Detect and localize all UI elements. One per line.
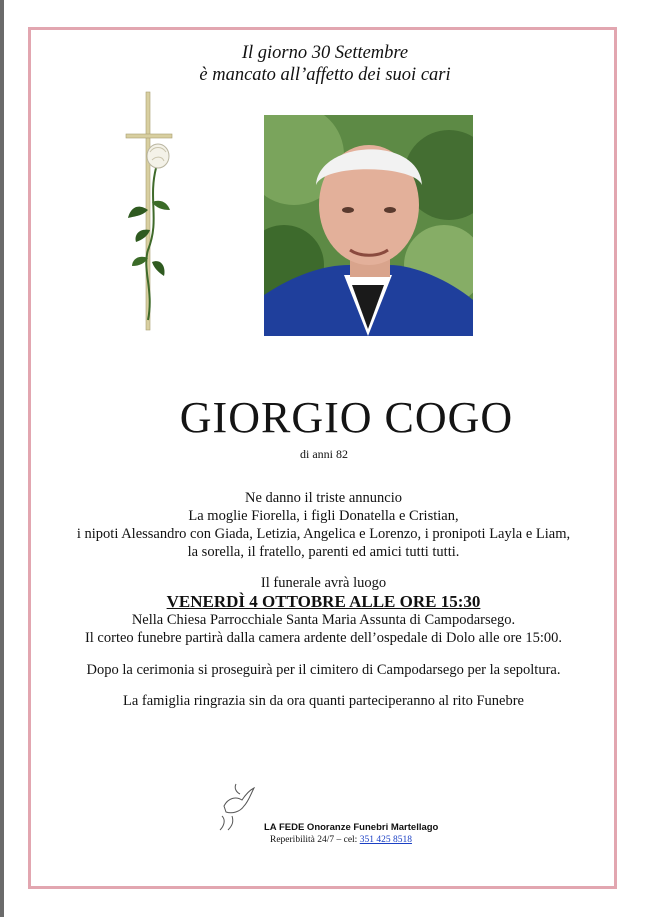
funeral-procession: Il corteo funebre partirà dalla camera ardente dell’ospedale di Dolo alle ore 15:00. (84, 630, 563, 646)
funeral-date: VENERDÌ 4 OTTOBRE ALLE ORE 15:30 (166, 592, 481, 611)
thanks-text (0, 692, 647, 710)
availability-line (264, 835, 438, 845)
after-ceremony-line: Dopo la cerimonia si proseguirà per il cimitero di Campodarsego per la sepoltura. (86, 662, 561, 678)
phone-link[interactable]: 351 425 8518 (359, 835, 412, 845)
announcement-line: Ne danno il triste annuncio (244, 490, 403, 506)
footer-contact (264, 822, 438, 845)
dove-logo-icon (214, 776, 256, 832)
deceased-age: di anni 82 (300, 447, 348, 461)
intro-line-2: è mancato all’affetto dei suoi cari (199, 65, 451, 85)
funeral-home-name: LA FEDE Onoranze Funebri Martellago (264, 822, 439, 833)
deceased-portrait (264, 115, 473, 336)
deceased-name: GIORGIO COGO (179, 393, 514, 442)
thanks-line: La famiglia ringrazia sin da ora quanti parteciperanno al rito Funebre (122, 693, 524, 709)
intro-line-1: Il giorno 30 Settembre (241, 43, 409, 63)
funeral-details (0, 574, 647, 647)
announcement-line: i nipoti Alessandro con Giada, Letizia, Angelica e Lorenzo, i pronipoti Layla e Liam, (76, 526, 571, 542)
announcement-line: la sorella, il fratello, parenti ed amici tutti tutti. (187, 544, 460, 560)
after-ceremony-text (0, 661, 647, 679)
funeral-intro: Il funerale avrà luogo (260, 575, 387, 591)
announcement-block (0, 489, 647, 561)
funeral-church: Nella Chiesa Parrocchiale Santa Maria Assunta di Campodarsego. (131, 612, 516, 628)
cross-with-rose-icon (118, 90, 182, 334)
announcement-line: La moglie Fiorella, i figli Donatella e Cristian, (188, 508, 459, 524)
page-edge-shadow (0, 0, 4, 917)
intro-text (100, 42, 550, 86)
availability-label: Reperibilità 24/7 – cel: (270, 835, 360, 845)
